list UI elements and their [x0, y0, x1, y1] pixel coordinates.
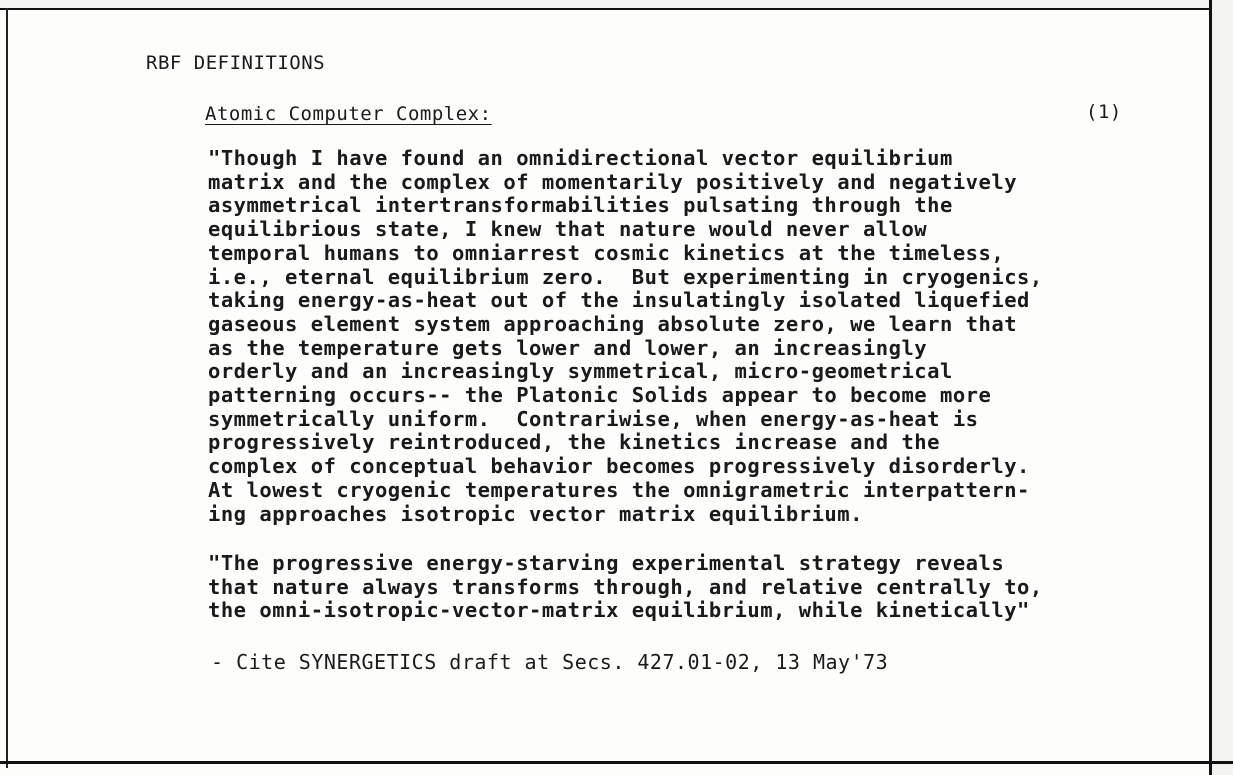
quote-paragraph-2: "The progressive energy-starving experimental strategy reveals that nature always transforms through, and relative centrally to, the omni-isotropic-vector-matrix equilibrium, while kinetically"	[208, 551, 1043, 623]
card-top-border	[0, 0, 1233, 10]
entry-number: (1)	[1086, 101, 1122, 123]
card-left-border	[6, 8, 8, 768]
card-bottom-border	[0, 761, 1233, 764]
page-heading: RBF DEFINITIONS	[146, 52, 326, 74]
entry-title: Atomic Computer Complex:	[205, 103, 492, 125]
adjacent-card-edge	[1212, 0, 1233, 775]
citation: - Cite SYNERGETICS draft at Secs. 427.01-02, 13 May'73	[211, 650, 889, 674]
quote-paragraph-1: "Though I have found an omnidirectional vector equilibrium matrix and the complex of momentarily positively and negatively asymmetrical intertransformabilities pulsating through the equilibrious state, I knew that nature would never allow temporal humans to omniarrest cosmic kinetics at the timeless, i.e., eternal equilibrium zero. But experimenting in cryogenics, taking energy-as-heat out of the insulatingly isolated liquefied gaseous element system approaching absolute zero, we learn that as the temperature gets lower and lower, an increasingly orderly and an increasingly symmetrical, micro-geometrical patterning occurs-- the Platonic Solids appear to become more symmetrically uniform. Contrariwise, when energy-as-heat is progressively reintroduced, the kinetics increase and the complex of conceptual behavior becomes progressively disorderly. At lowest cryogenic temperatures the omnigrametric interpattern- ing approaches isotropic vector matrix equilibrium.	[208, 146, 1043, 526]
